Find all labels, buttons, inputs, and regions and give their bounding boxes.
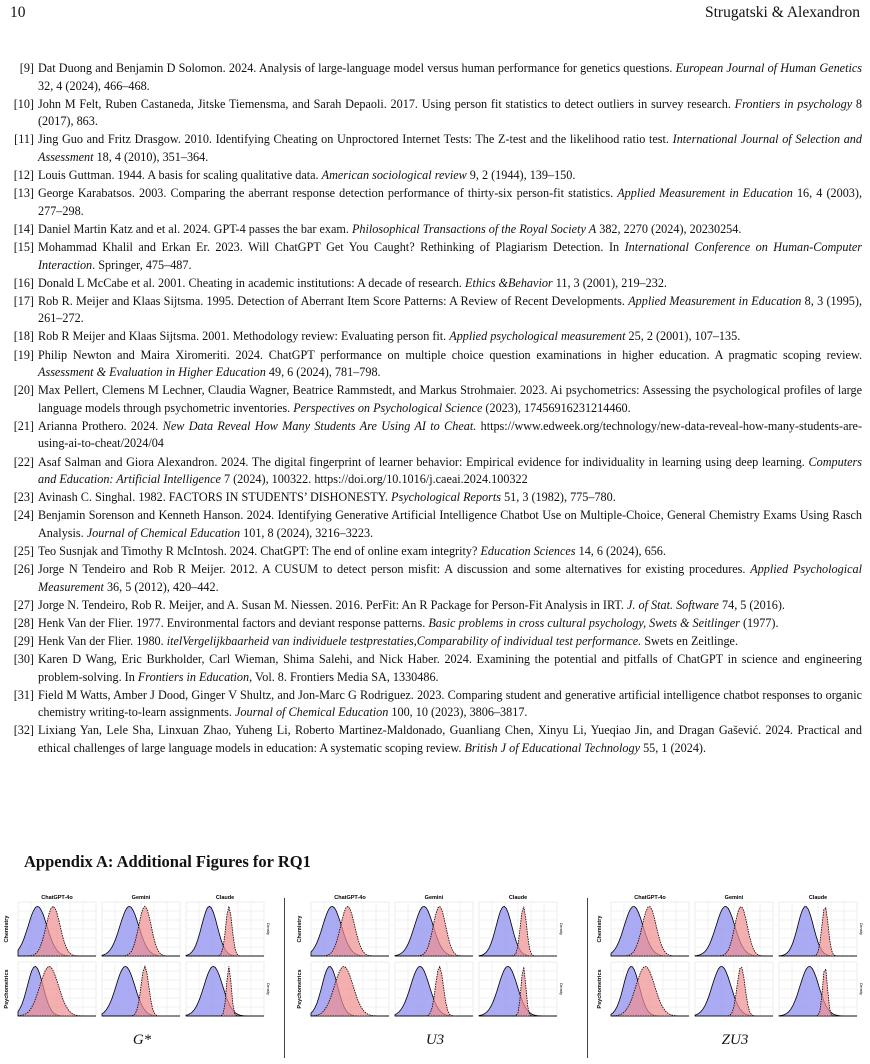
reference-details: , Vol. 8. Frontiers Media SA, 1330486.: [249, 669, 439, 684]
reference-text: [38, 221, 862, 239]
reference-venue: Journal of Chemical Education: [86, 525, 241, 540]
reference-venue: International Journal of Selection and Assessment: [38, 132, 862, 164]
reference-text: [38, 328, 862, 346]
reference-text: [38, 347, 862, 382]
reference-text: [38, 651, 862, 686]
reference-text: [38, 561, 862, 596]
row-label: Chemistry: [4, 915, 10, 943]
reference-details: 18, 4 (2010), 351–364.: [93, 149, 209, 164]
reference-item: [10, 60, 862, 95]
reference-number: [22]: [13, 454, 34, 469]
reference-number: [16]: [13, 275, 34, 290]
reference-text: [38, 507, 862, 542]
reference-item: [10, 722, 862, 757]
reference-venue: Frontiers in psychology: [734, 96, 853, 111]
reference-authors-title: Jorge N. Tendeiro, Rob R. Meijer, and A. Susan M. Niessen. 2016. PerFit: An R Package for Person-Fit Analysis in IRT.: [38, 597, 627, 612]
column-title: Claude: [508, 895, 528, 901]
reference-venue: Philosophical Transactions of the Royal Society A: [351, 221, 597, 236]
density-axis-label: Density: [859, 923, 863, 935]
reference-text: [38, 293, 862, 328]
reference-venue: International Conference on Human-Computer Interaction: [38, 239, 862, 272]
reference-number: [18]: [13, 329, 34, 344]
reference-details: 100, 10 (2023), 3806–3817.: [388, 705, 528, 720]
reference-venue: J. of Stat. Software: [626, 597, 719, 612]
reference-details: 7 (2024), 100322. https://doi.org/10.1016/j.caeai.2024.100322: [220, 472, 528, 487]
row-label: Psychometrics: [597, 969, 603, 1009]
reference-text: [38, 418, 862, 453]
reference-text: [38, 615, 862, 633]
reference-item: [10, 543, 862, 561]
reference-authors-title: Arianna Prothero. 2024.: [38, 418, 163, 433]
reference-authors-title: Louis Guttman. 1944. A basis for scaling qualitative data.: [38, 168, 322, 183]
density-axis-label: Density: [559, 923, 563, 935]
reference-venue: Ethics &Behavior: [465, 275, 553, 290]
reference-authors-title: Henk Van der Flier. 1977. Environmental factors and deviant response patterns.: [38, 615, 429, 630]
reference-number: [19]: [13, 347, 34, 362]
reference-authors-title: Lixiang Yan, Lele Sha, Linxuan Zhao, Yuheng Li, Roberto Martinez-Maldonado, Guanliang Chen, Xinyu Li, Yueqiao Jin, and Dragan Gašević. 2024. Practical and ethical challenges of large language models in education: A systematic scoping review.: [38, 723, 862, 756]
figure-caption: U3: [425, 1032, 445, 1048]
reference-text: [38, 687, 862, 722]
reference-venue: Journal of Chemical Education: [235, 705, 389, 720]
column-title: Claude: [808, 895, 828, 901]
reference-details: 25, 2 (2001), 107–135.: [625, 329, 741, 344]
reference-authors-title: Dat Duong and Benjamin D Solomon. 2024. Analysis of large-language model versus human performance for genetics questions.: [38, 61, 676, 75]
page-number: 10: [10, 4, 26, 21]
reference-item: [10, 131, 862, 166]
reference-item: [10, 454, 862, 489]
reference-item: [10, 239, 862, 274]
reference-text: [38, 633, 862, 651]
reference-number: [17]: [13, 293, 34, 308]
reference-number: [14]: [13, 221, 34, 236]
column-title: ChatGPT-4o: [334, 895, 366, 901]
reference-text: [38, 131, 862, 166]
panel-divider: [284, 898, 285, 1058]
reference-venue: Applied psychological measurement: [449, 329, 626, 344]
reference-authors-title: Rob R Meijer and Klaas Sijtsma. 2001. Methodology review: Evaluating person fit.: [38, 329, 450, 344]
reference-item: [10, 221, 862, 239]
figure-panel-zu3: [595, 892, 870, 1062]
reference-authors-title: Karen D Wang, Eric Burkholder, Carl Wieman, Shima Salehi, and Nick Haber. 2024. Examining the potential and pitfalls of ChatGPT in science and engineering problem-solving. In: [38, 652, 862, 684]
reference-item: [10, 347, 862, 382]
reference-text: [38, 543, 862, 561]
reference-details: 8, 3 (1995), 261–272.: [38, 293, 862, 326]
reference-venue: Frontiers in Education: [137, 669, 250, 684]
reference-details: 16, 4 (2003), 277–298.: [38, 186, 862, 218]
row-label: Chemistry: [597, 915, 603, 943]
reference-number: [26]: [13, 562, 34, 577]
appendix-heading: Appendix A: Additional Figures for RQ1: [24, 852, 311, 871]
reference-details: 101, 8 (2024), 3216–3223.: [240, 525, 374, 540]
reference-authors-title: Donald L McCabe et al. 2001. Cheating in academic institutions: A decade of research.: [38, 275, 465, 290]
reference-item: [10, 185, 862, 220]
reference-venue: Education Sciences: [480, 544, 576, 559]
reference-details: 32, 4 (2024), 466–468.: [38, 78, 150, 93]
density-axis-label: Density: [859, 983, 863, 995]
density-plot-grid: [295, 892, 575, 1028]
density-axis-label: Density: [559, 983, 563, 995]
reference-item: [10, 275, 862, 293]
reference-venue: itelVergelijkbaarheid van individuele testprestaties,Comparability of individual test performance.: [166, 634, 642, 648]
reference-text: [38, 60, 862, 95]
reference-text: [38, 489, 862, 507]
reference-number: [13]: [13, 186, 34, 201]
reference-text: [38, 185, 862, 220]
row-label: Chemistry: [297, 915, 303, 943]
reference-details: 36, 5 (2012), 420–442.: [103, 579, 219, 594]
reference-authors-title: Asaf Salman and Giora Alexandron. 2024. The digital fingerprint of learner behavior: Empirical evidence for individuality in learning using deep learning.: [38, 454, 809, 469]
reference-number: [10]: [13, 96, 34, 111]
reference-item: [10, 96, 862, 131]
reference-details: (2023), 17456916231214460.: [482, 400, 631, 415]
reference-venue: Psychological Reports: [391, 490, 502, 505]
column-title: Gemini: [724, 895, 744, 901]
row-label: Psychometrics: [4, 969, 10, 1009]
reference-number: [21]: [13, 418, 34, 433]
appendix-figures: [0, 892, 870, 1062]
reference-authors-title: Daniel Martin Katz and et al. 2024. GPT-4 passes the bar exam.: [38, 221, 352, 236]
reference-item: [10, 507, 862, 542]
reference-details: https://www.edweek.org/technology/new-data-reveal-how-many-students-are-using-ai-to-cheat/2024/04: [38, 418, 863, 451]
reference-details: 55, 1 (2024).: [640, 741, 707, 756]
reference-item: [10, 651, 862, 686]
reference-authors-title: Jing Guo and Fritz Drasgow. 2010. Identifying Cheating on Unproctored Internet Tests: The Z-test and the likelihood ratio test.: [38, 132, 673, 147]
reference-authors-title: Henk Van der Flier. 1980.: [38, 634, 167, 648]
reference-venue: Applied Psychological Measurement: [38, 562, 863, 594]
reference-details: 382, 2270 (2024), 20230254.: [596, 221, 742, 236]
reference-details: 74, 5 (2016).: [718, 597, 785, 612]
reference-details: (1977).: [739, 615, 779, 630]
density-axis-label: Density: [266, 983, 270, 995]
reference-venue: Applied Measurement in Education: [617, 186, 793, 201]
density-axis-label: Density: [266, 923, 270, 935]
reference-details: 14, 6 (2024), 656.: [575, 544, 666, 559]
reference-item: [10, 615, 862, 633]
reference-venue: Perspectives on Psychological Science: [293, 400, 483, 415]
reference-text: [38, 382, 862, 417]
reference-authors-title: Avinash C. Singhal. 1982. FACTORS IN STUDENTS’ DISHONESTY.: [38, 490, 392, 505]
reference-text: [38, 275, 862, 293]
reference-number: [25]: [13, 544, 34, 559]
reference-number: [12]: [13, 168, 34, 183]
figure-panel-u3: [295, 892, 575, 1062]
reference-text: [38, 454, 862, 489]
page-header: [10, 4, 860, 26]
reference-text: [38, 167, 862, 185]
reference-number: [28]: [13, 615, 34, 630]
reference-venue: Computers and Education: Artificial Intelligence: [38, 454, 862, 487]
reference-item: [10, 328, 862, 346]
figure-caption: G*: [132, 1032, 152, 1048]
reference-authors-title: Field M Watts, Amber J Dood, Ginger V Shultz, and Jon-Marc G Rodriguez. 2023. Comparing student and generative artificial intelligence chatbot responses to organic chemistry writing-to-learn assignments.: [38, 687, 862, 720]
figure-caption: ZU3: [721, 1032, 749, 1048]
reference-number: [9]: [19, 61, 34, 75]
reference-number: [32]: [13, 723, 34, 738]
reference-number: [30]: [13, 652, 34, 667]
reference-number: [27]: [13, 597, 34, 612]
reference-authors-title: Benjamin Sorenson and Kenneth Hanson. 2024. Identifying Generative Artificial Intelligence Chatbot Use on Multiple-Choice, General Chemistry Exams Using Rasch Analysis.: [38, 508, 862, 540]
reference-details: . Springer, 475–487.: [92, 257, 192, 272]
reference-venue: New Data Reveal How Many Students Are Using AI to Cheat.: [162, 418, 477, 433]
panel-divider: [587, 898, 588, 1058]
column-title: Claude: [215, 895, 235, 901]
density-plot-grid: [2, 892, 282, 1028]
reference-item: [10, 633, 862, 651]
reference-authors-title: John M Felt, Ruben Castaneda, Jitske Tiemensma, and Sarah Depaoli. 2017. Using person fit statistics to detect outliers in survey research.: [38, 96, 735, 111]
reference-authors-title: Rob R. Meijer and Klaas Sijtsma. 1995. Detection of Aberrant Item Score Patterns: A Review of Recent Developments.: [38, 293, 629, 308]
reference-details: 8 (2017), 863.: [38, 96, 862, 129]
running-head: Strugatski & Alexandron: [705, 4, 860, 21]
reference-venue: Applied Measurement in Education: [628, 293, 802, 308]
reference-text: [38, 597, 862, 615]
reference-number: [29]: [13, 634, 34, 648]
reference-authors-title: George Karabatsos. 2003. Comparing the aberrant response detection performance of thirty-six person-fit statistics.: [38, 186, 618, 201]
reference-item: [10, 561, 862, 596]
reference-authors-title: Max Pellert, Clemens M Lechner, Claudia Wagner, Beatrice Rammstedt, and Markus Strohmaier. 2023. Ai psychometrics: Assessing the psychological profiles of large language models through psychometric inventories.: [38, 383, 862, 415]
reference-venue: Basic problems in cross cultural psychology, Swets & Seitlinger: [428, 615, 740, 630]
reference-number: [23]: [13, 490, 34, 505]
reference-authors-title: Jorge N Tendeiro and Rob R Meijer. 2012. A CUSUM to detect person misfit: A discussion and some alternatives for existing procedures.: [38, 562, 751, 577]
column-title: Gemini: [131, 895, 151, 901]
reference-venue: British J of Educational Technology: [464, 741, 641, 756]
reference-details: 9, 2 (1944), 139–150.: [466, 168, 576, 183]
reference-details: Swets en Zeitlinge.: [641, 634, 739, 648]
reference-number: [15]: [13, 239, 34, 254]
reference-authors-title: Teo Susnjak and Timothy R McIntosh. 2024. ChatGPT: The end of online exam integrity?: [38, 544, 481, 559]
reference-item: [10, 293, 862, 328]
row-label: Psychometrics: [297, 969, 303, 1009]
reference-venue: American sociological review: [321, 168, 467, 183]
reference-details: 51, 3 (1982), 775–780.: [501, 490, 616, 505]
reference-number: [24]: [13, 508, 34, 523]
reference-authors-title: Philip Newton and Maira Xiromeriti. 2024. ChatGPT performance on multiple choice question examinations in higher education. A pragmatic scoping review.: [38, 347, 862, 362]
reference-text: [38, 96, 862, 131]
density-plot-grid: [595, 892, 870, 1028]
reference-number: [20]: [13, 383, 34, 398]
reference-item: [10, 489, 862, 507]
reference-number: [31]: [13, 687, 34, 702]
reference-venue: Assessment & Evaluation in Higher Education: [38, 365, 266, 380]
column-title: ChatGPT-4o: [41, 895, 73, 901]
reference-number: [11]: [14, 132, 34, 147]
reference-venue: European Journal of Human Genetics: [675, 61, 862, 75]
reference-item: [10, 167, 862, 185]
reference-text: [38, 722, 862, 757]
reference-item: [10, 382, 862, 417]
reference-list: [10, 60, 862, 758]
column-title: ChatGPT-4o: [634, 895, 666, 901]
figure-panel-gstar: [2, 892, 282, 1062]
reference-details: 49, 6 (2024), 781–798.: [265, 365, 381, 380]
reference-text: [38, 239, 862, 274]
reference-authors-title: Mohammad Khalil and Erkan Er. 2023. Will ChatGPT Get You Caught? Rethinking of Plagiarism Detection. In: [38, 239, 625, 254]
reference-item: [10, 597, 862, 615]
reference-details: 11, 3 (2001), 219–232.: [552, 275, 667, 290]
reference-item: [10, 687, 862, 722]
reference-item: [10, 418, 862, 453]
column-title: Gemini: [424, 895, 444, 901]
